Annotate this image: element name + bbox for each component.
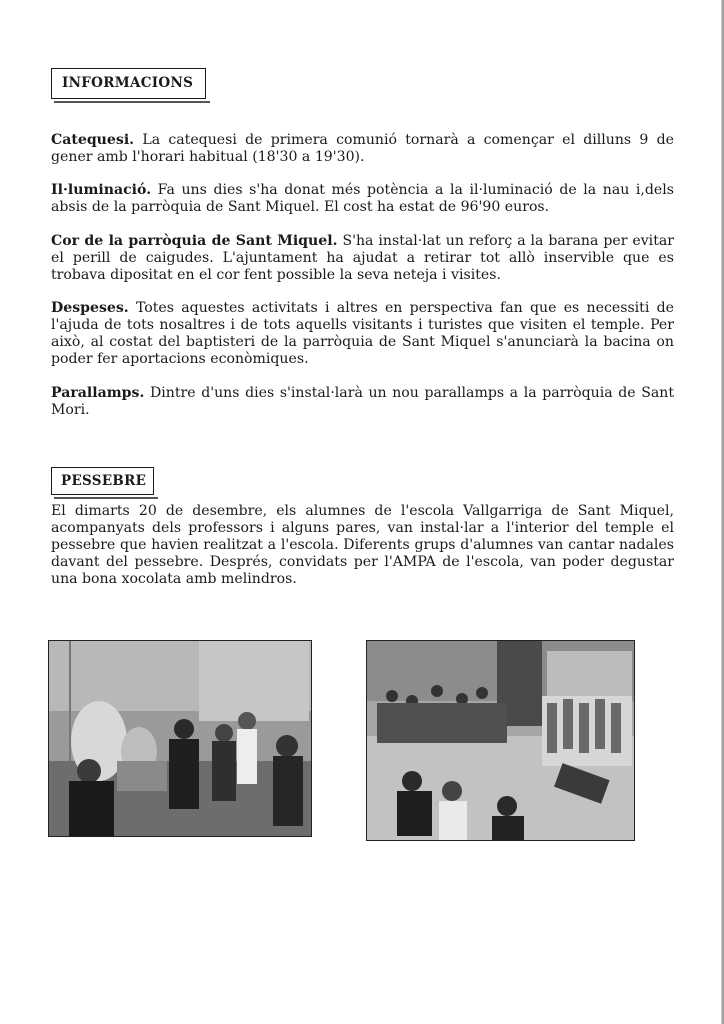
- pessebre-heading: [51, 467, 154, 495]
- item-text: Dintre d'uns dies s'instal·larà un nou parallamps a la parròquia de Sant Mori.: [51, 385, 674, 418]
- item-title: Parallamps.: [51, 385, 145, 401]
- item-title: Despeses.: [51, 300, 129, 316]
- pessebre-heading-text: PESSEBRE: [61, 473, 147, 489]
- item-text: S'ha instal·lat un reforç a la barana per evitar el perill de caigudes. L'ajuntament ha ajudat a retirar tot allò inservible que es trobava dipositat en el cor fent possible la seva neteja i visites.: [51, 233, 674, 283]
- item-title: Catequesi.: [51, 132, 135, 148]
- pessebre-body: El dimarts 20 de desembre, els alumnes de l'escola Vallgarriga de Sant Miquel, acompanyats dels professors i alguns pares, van instal·lar a l'interior del temple el pessebre que havien realitzat a l'escola. Diferents grups d'alumnes van cantar nadales davant del pessebre. Després, convidats per l'AMPA de l'escola, van poder degustar una bona xocolata amb melindros.: [51, 503, 674, 587]
- photo-nativity-scene-children-image: [49, 641, 311, 836]
- photo-children-singing: [366, 640, 635, 841]
- item-text: La catequesi de primera comunió tornarà a començar el dilluns 9 de gener amb l'horari habitual (18'30 a 19'30).: [51, 132, 674, 165]
- informacions-heading: [51, 68, 206, 99]
- pessebre-text: [51, 503, 674, 588]
- item-despeses: [51, 300, 674, 368]
- photo-nativity-scene-children: [48, 640, 312, 837]
- item-catequesi: [51, 132, 674, 166]
- item-illuminacio: [51, 182, 674, 216]
- item-title: Il·luminació.: [51, 182, 152, 198]
- item-text: Fa uns dies s'ha donat més potència a la il·luminació de la nau i,dels absis de la parròquia de Sant Miquel. El cost ha estat de 96'90 euros.: [51, 182, 674, 215]
- item-parallamps: [51, 385, 674, 419]
- item-text: Totes aquestes activitats i altres en perspectiva fan que es necessiti de l'ajuda de tots nosaltres i de tots aquells visitants i turistes que visiten el temple. Per això, al costat del baptisteri de la parròquia de Sant Miquel s'anunciarà la bacina on poder fer aportacions econòmiques.: [51, 300, 674, 367]
- item-cor: [51, 233, 674, 284]
- item-title: Cor de la parròquia de Sant Miquel.: [51, 233, 338, 249]
- photo-children-singing-image: [367, 641, 634, 840]
- informacions-heading-text: INFORMACIONS: [62, 75, 194, 91]
